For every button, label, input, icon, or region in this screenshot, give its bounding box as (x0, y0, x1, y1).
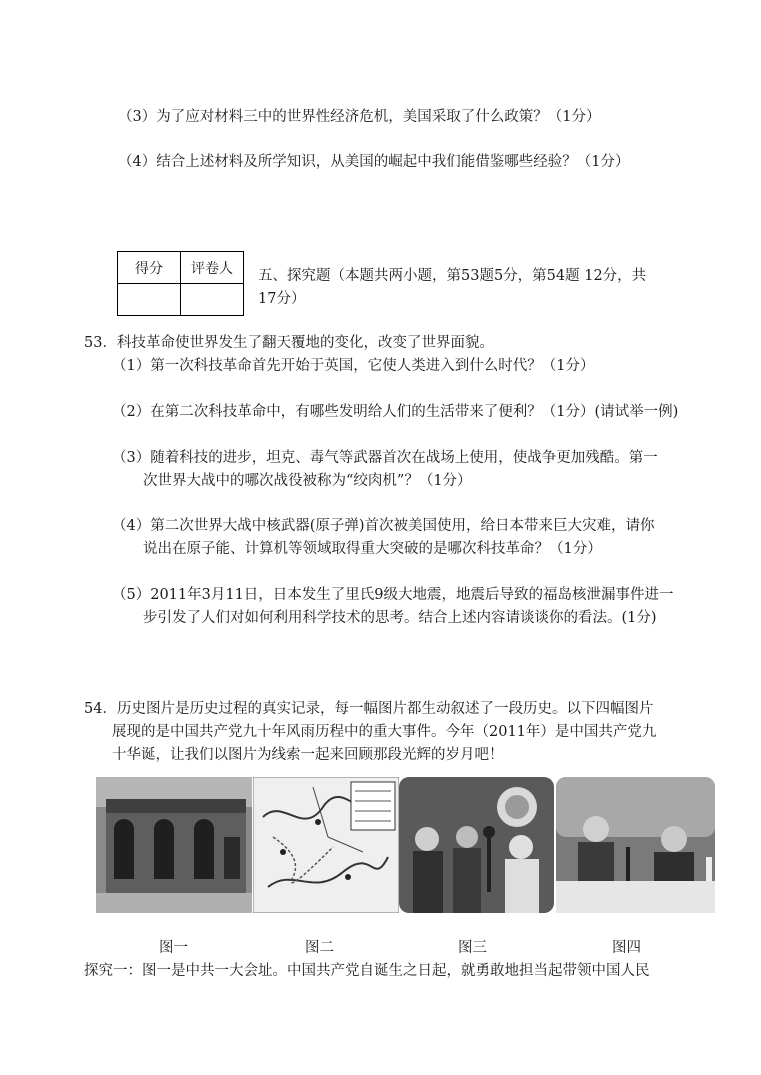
q54-stem-cont2: 十华诞，让我们以图片为线索一起来回顾那段光辉的岁月吧！ (112, 747, 504, 763)
q53-sub2: （2）在第二次科技革命中，有哪些发明给人们的生活带来了便利？（1分）(请试举一例) (112, 404, 679, 420)
grader-header: 评卷人 (181, 252, 244, 284)
score-table (117, 251, 244, 316)
question-3: （3）为了应对材料三中的世界性经济危机，美国采取了什么政策？（1分） (118, 109, 601, 125)
section-five-title: 五、探究题（本题共两小题，第53题5分，第54题 12分，共 (258, 268, 647, 284)
caption-3: 图三 (458, 940, 487, 956)
caption-1: 图一 (159, 940, 188, 956)
grader-cell[interactable] (181, 284, 244, 316)
q53-sub5: （5）2011年3月11日，日本发生了里氏9级大地震，地震后导致的福岛核泄漏事件进一 (112, 587, 674, 603)
q53-sub3-cont: 次世界大战中的哪次战役被称为“绞肉机”？（1分） (143, 473, 472, 489)
q54-stem-cont1: 展现的是中国共产党九十年风雨历程中的重大事件。今年（2011年）是中国共产党九 (112, 724, 657, 740)
q53-sub4-cont: 说出在原子能、计算机等领域取得重大突破的是哪次科技革命？（1分） (143, 541, 602, 557)
score-header: 得分 (118, 252, 181, 284)
q53-sub3: （3）随着科技的进步，坦克、毒气等武器首次在战场上使用，使战争更加残酷。第一 (112, 450, 658, 466)
q54-stem: 54．历史图片是历史过程的真实记录，每一幅图片都生动叙述了一段历史。以下四幅图片 (84, 701, 654, 717)
caption-2: 图二 (305, 940, 334, 956)
q53-sub5-cont: 步引发了人们对如何利用科学技术的思考。结合上述内容请谈谈你的看法。(1分) (143, 610, 657, 626)
caption-4: 图四 (612, 940, 641, 956)
section-five-title-cont: 17分） (258, 291, 306, 307)
score-cell[interactable] (118, 284, 181, 316)
photo-2-march-map (253, 777, 399, 913)
photo-1-congress-site (96, 777, 252, 913)
explore-1: 探究一：图一是中共一大会址。中国共产党自诞生之日起，就勇敢地担当起带领中国人民 (84, 963, 650, 979)
photo-3-founding-ceremony (399, 777, 554, 913)
question-4: （4）结合上述材料及所学知识，从美国的崛起中我们能借鉴哪些经验？（1分） (118, 154, 630, 170)
photo-4-meeting (556, 777, 715, 913)
q53-sub4: （4）第二次世界大战中核武器(原子弹)首次被美国使用，给日本带来巨大灾难，请你 (112, 518, 655, 534)
q53-sub1: （1）第一次科技革命首先开始于英国，它使人类进入到什么时代？（1分） (112, 358, 595, 374)
q53-stem: 53．科技革命使世界发生了翻天覆地的变化，改变了世界面貌。 (84, 335, 494, 351)
